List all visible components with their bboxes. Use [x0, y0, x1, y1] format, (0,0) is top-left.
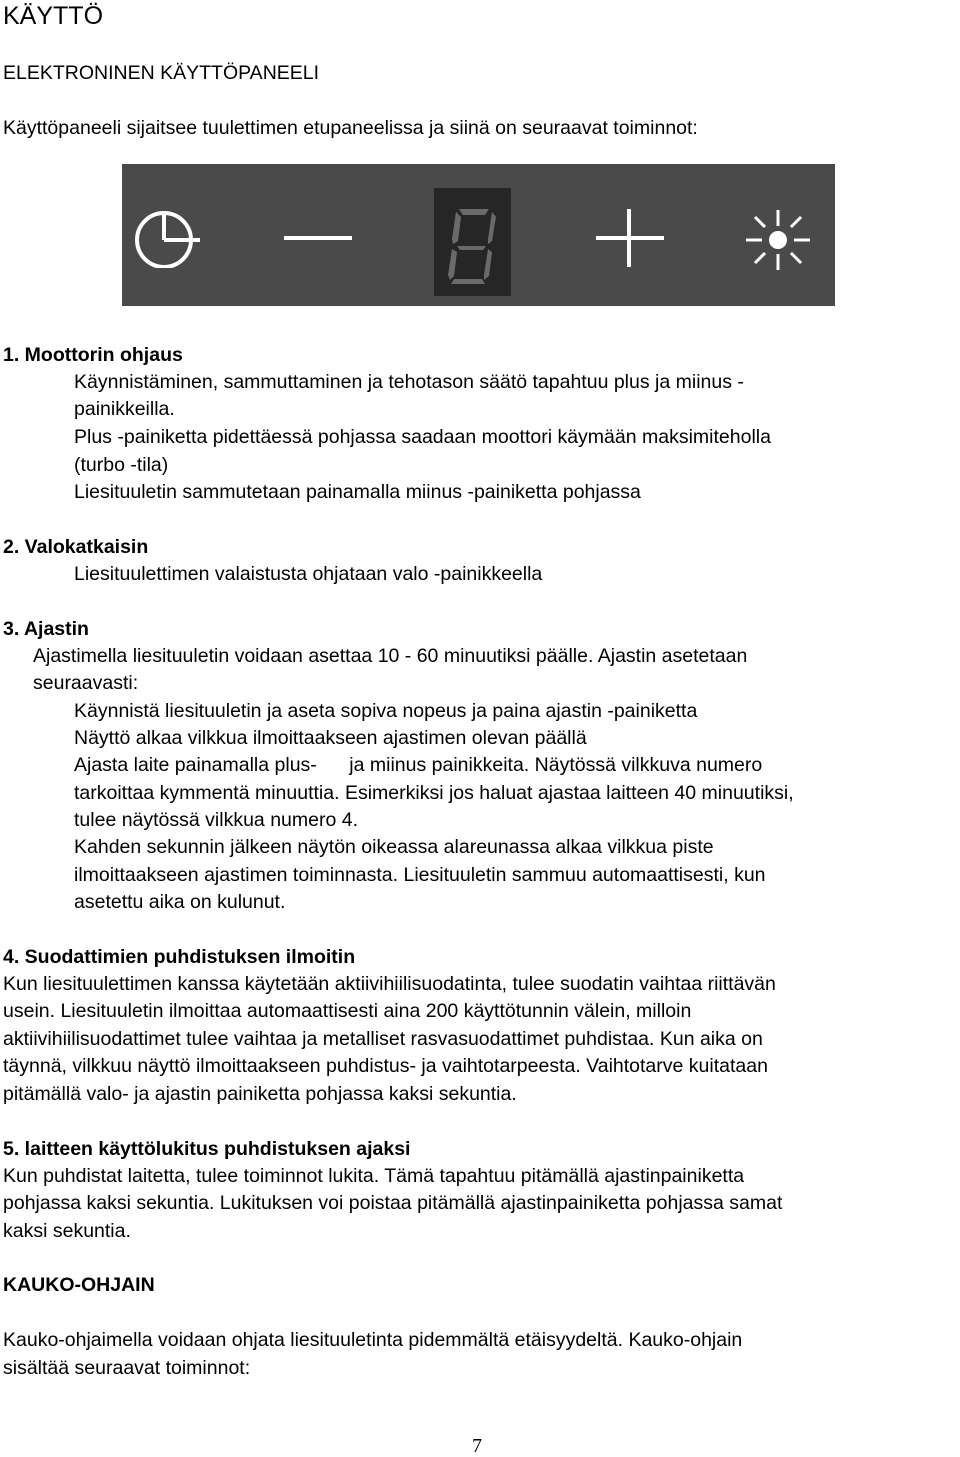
section-1-line: painikkeilla. — [74, 398, 175, 420]
section-4-heading: 4. Suodattimien puhdistuksen ilmoitin — [3, 946, 356, 968]
section-4-line: usein. Liesituuletin ilmoittaa automaattisesti aina 200 käyttötunnin välein, milloin — [3, 1000, 692, 1022]
section-1-line: (turbo -tila) — [74, 454, 169, 476]
section-4-line: Kun liesituulettimen kanssa käytetään aktiivihiilisuodatinta, tulee suodatin vaihtaa riittävän — [3, 973, 776, 995]
section-4-line: täynnä, vilkkuu näyttö ilmoittaakseen puhdistus- ja vaihtotarpeesta. Vaihtotarve kuitataan — [3, 1055, 768, 1077]
section-3-step: Ajasta laite painamalla plus- ja miinus painikkeita. Näytössä vilkkuva numero — [74, 754, 763, 776]
section-5-heading: 5. laitteen käyttölukitus puhdistuksen ajaksi — [3, 1138, 411, 1160]
section-3-step: tulee näytössä vilkkua numero 4. — [74, 809, 358, 831]
remote-line: sisältää seuraavat toiminnot: — [3, 1357, 251, 1379]
section-4-line: pitämällä valo- ja ajastin painiketta pohjassa kaksi sekuntia. — [3, 1083, 517, 1105]
remote-line: Kauko-ohjaimella voidaan ohjata liesituuletinta pidemmältä etäisyydeltä. Kauko-ohjain — [3, 1329, 743, 1351]
clock-icon — [132, 208, 202, 268]
section-3-intro: seuraavasti: — [33, 672, 139, 694]
section-1-heading: 1. Moottorin ohjaus — [3, 344, 183, 366]
section-3-step: ilmoittaakseen ajastimen toiminnasta. Liesituuletin sammuu automaattisesti, kun — [74, 864, 766, 886]
remote-heading: KAUKO-OHJAIN — [3, 1274, 155, 1296]
section-5-line: kaksi sekuntia. — [3, 1220, 131, 1242]
section-1-line: Käynnistäminen, sammuttaminen ja tehotason säätö tapahtuu plus ja miinus - — [74, 371, 744, 393]
section-3-step: tarkoittaa kymmentä minuuttia. Esimerkiksi jos haluat ajastaa laitteen 40 minuutiksi, — [74, 782, 794, 804]
section-3-heading: 3. Ajastin — [3, 618, 89, 640]
section-2-line: Liesituulettimen valaistusta ohjataan valo -painikkeella — [74, 563, 543, 585]
page-number: 7 — [472, 1435, 482, 1457]
light-icon — [743, 208, 813, 272]
panel-intro: Käyttöpaneeli sijaitsee tuulettimen etupaneelissa ja siinä on seuraavat toiminnot: — [3, 117, 698, 139]
digit-segments-icon — [444, 206, 502, 286]
section-3-step: Kahden sekunnin jälkeen näytön oikeassa alareunassa alkaa vilkkua piste — [74, 836, 714, 858]
section-4-line: aktiivihiilisuodattimet tulee vaihtaa ja metalliset rasvasuodattimet puhdistaa. Kun aika on — [3, 1028, 763, 1050]
section-5-line: Kun puhdistat laitetta, tulee toiminnot lukita. Tämä tapahtuu pitämällä ajastinpainiketta — [3, 1165, 745, 1187]
section-1-line: Liesituuletin sammutetaan painamalla miinus -painiketta pohjassa — [74, 481, 641, 503]
section-5-line: pohjassa kaksi sekuntia. Lukituksen voi poistaa pitämällä ajastinpainiketta pohjassa samat — [3, 1192, 783, 1214]
panel-heading: ELEKTRONINEN KÄYTTÖPANEELI — [3, 62, 320, 84]
page-title: KÄYTTÖ — [3, 2, 104, 30]
section-3-step: Käynnistä liesituuletin ja aseta sopiva nopeus ja paina ajastin -painiketta — [74, 700, 698, 722]
section-3-step: Näyttö alkaa vilkkua ilmoittaakseen ajastimen olevan päällä — [74, 727, 587, 749]
section-3-intro: Ajastimella liesituuletin voidaan asettaa 10 - 60 minuutiksi päälle. Ajastin asetetaan — [33, 645, 748, 667]
section-2-heading: 2. Valokatkaisin — [3, 536, 149, 558]
minus-icon — [284, 232, 352, 246]
plus-icon — [596, 209, 664, 267]
section-3-step: asetettu aika on kulunut. — [74, 891, 286, 913]
section-1-line: Plus -painiketta pidettäessä pohjassa saadaan moottori käymään maksimiteholla — [74, 426, 771, 448]
